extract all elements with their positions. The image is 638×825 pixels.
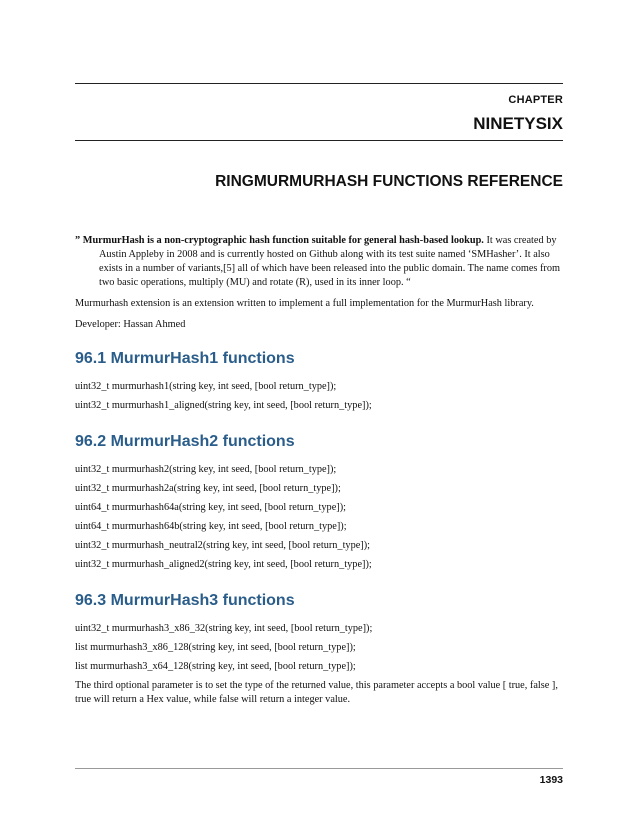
footer-rule xyxy=(75,768,563,769)
main-content xyxy=(75,234,563,707)
top-rule xyxy=(75,83,563,84)
function-signature: uint32_t murmurhash_neutral2(string key, int seed, [bool return_type]); xyxy=(75,540,371,551)
function-signature: list murmurhash3_x86_128(string key, int seed, [bool return_type]); xyxy=(75,642,356,653)
section-heading: 96.1 MurmurHash1 functions xyxy=(75,350,295,367)
intro-quote xyxy=(75,234,563,248)
function-signature: uint32_t murmurhash1_aligned(string key, int seed, [bool return_type]); xyxy=(75,400,372,411)
section-murmurhash3 xyxy=(75,594,563,707)
intro-quote-rest: It was created by xyxy=(483,235,557,246)
developer-line: Developer: Hassan Ahmed xyxy=(75,319,186,330)
section-heading: 96.2 MurmurHash2 functions xyxy=(75,433,295,450)
intro-quote-lead: ” MurmurHash is a non-cryptographic hash function suitable for general hash-based lookup. xyxy=(75,235,484,246)
chapter-rule xyxy=(75,140,563,141)
function-signature: uint32_t murmurhash_aligned2(string key, int seed, [bool return_type]); xyxy=(75,559,372,570)
function-signature: uint32_t murmurhash2(string key, int seed, [bool return_type]); xyxy=(75,464,337,475)
function-signature: uint32_t murmurhash2a(string key, int seed, [bool return_type]); xyxy=(75,483,341,494)
section-murmurhash2 xyxy=(75,435,563,572)
section-murmurhash1 xyxy=(75,352,563,413)
function-signature: list murmurhash3_x64_128(string key, int seed, [bool return_type]); xyxy=(75,661,356,672)
return-type-note: The third optional parameter is to set the type of the returned value, this parameter accepts a bool value [ true, false ], true will return a Hex value, while false will return a integer value. xyxy=(75,680,558,705)
function-signature: uint32_t murmurhash3_x86_32(string key, int seed, [bool return_type]); xyxy=(75,623,373,634)
function-signature: uint64_t murmurhash64a(string key, int seed, [bool return_type]); xyxy=(75,502,346,513)
chapter-label: CHAPTER xyxy=(508,94,563,106)
page-number: 1393 xyxy=(539,774,563,786)
section-heading: 96.3 MurmurHash3 functions xyxy=(75,592,295,609)
page-title: RINGMURMURHASH FUNCTIONS REFERENCE xyxy=(215,173,563,190)
chapter-name: NINETYSIX xyxy=(473,114,563,133)
intro-quote-body: Austin Appleby in 2008 and is currently hosted on Github along with its test suite named ‘SMHasher’. It also exists in a number of variants,[5] all of which have been released into the public domain. The name comes from two basic operations, multiply (MU) and rotate (R), used in its inner loop. “ xyxy=(99,249,561,288)
function-signature: uint32_t murmurhash1(string key, int seed, [bool return_type]); xyxy=(75,381,337,392)
intro-paragraph: Murmurhash extension is an extension written to implement a full implementation for the MurmurHash library. xyxy=(75,298,534,309)
function-signature: uint64_t murmurhash64b(string key, int seed, [bool return_type]); xyxy=(75,521,347,532)
